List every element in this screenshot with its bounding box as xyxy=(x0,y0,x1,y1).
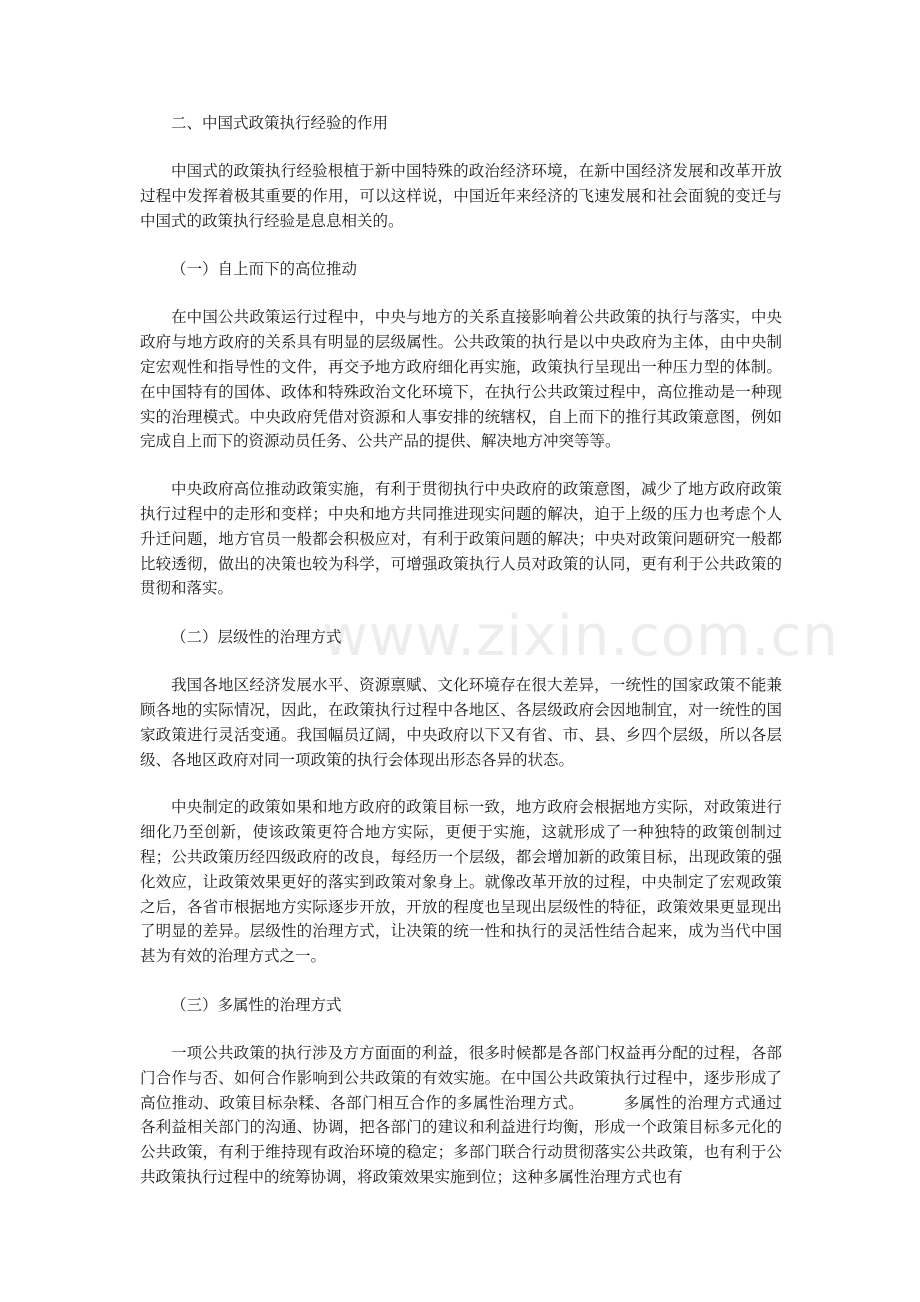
section-hierarchical-governance xyxy=(140,624,782,969)
section-heading: （二）层级性的治理方式 xyxy=(171,628,342,647)
section-top-down-promotion xyxy=(140,256,782,601)
paragraph: 在中国公共政策运行过程中，中央与地方的关系直接影响着公共政策的执行与落实，中央政府与地方政府的关系具有明显的层级属性。公共政策的执行是以中央政府为主体，由中央制定宏观性和指导性的文件，再交予地方政府细化再实施，政策执行呈现出一种压力型的体制。在中国特有的国体、政体和特殊政治文化环境下，在执行公共政策过程中，高位推动是一种现实的治理模式。中央政府凭借对资源和人事安排的统辖权，自上而下的推行其政策意图，例如完成自上而下的资源动员任务、公共产品的提供、解决地方冲突等等。 xyxy=(140,308,782,451)
paragraph: 我国各地区经济发展水平、资源禀赋、文化环境存在很大差异，一统性的国家政策不能兼顾各地的实际情况，因此，在政策执行过程中各地区、各层级政府会因地制宜，对一统性的国家政策进行灵活变通。我国幅员辽阔，中央政府以下又有省、市、县、乡四个层级，所以各层级、各地区政府对同一项政策的执行会体现出形态各异的状态。 xyxy=(140,676,782,769)
section-heading: （三）多属性的治理方式 xyxy=(171,995,342,1014)
paragraph: 中央政府高位推动政策实施，有利于贯彻执行中央政府的政策意图，减少了地方政府政策执行过程中的走形和变样；中央和地方共同推进现实问题的解决，迫于上级的压力也考虑个人升迁问题，地方官员一般都会积极应对，有利于政策问题的解决；中央对政策问题研究一般都比较透彻，做出的决策也较为科学，可增强政策执行人员对政策的认同，更有利于公共政策的贯彻和落实。 xyxy=(140,480,782,598)
paragraph: 中国式的政策执行经验根植于新中国特殊的政治经济环境，在新中国经济发展和改革开放过程中发挥着极其重要的作用，可以这样说，中国近年来经济的飞速发展和社会面貌的变迁与中国式的政策执行经验是息息相关的。 xyxy=(140,162,782,230)
section-heading: 二、中国式政策执行经验的作用 xyxy=(171,114,389,132)
document-body xyxy=(140,110,782,1213)
section-role-of-experience xyxy=(140,110,782,233)
section-heading: （一）自上而下的高位推动 xyxy=(171,260,358,279)
paragraph: 中央制定的政策如果和地方政府的政策目标一致，地方政府会根据地方实际，对政策进行细化乃至创新，使该政策更符合地方实际，更便于实施，这就形成了一种独特的政策创制过程；公共政策历经四级政府的改良，每经历一个层级，都会增加新的政策目标，出现政策的强化效应，让政策效果更好的落实到政策对象身上。就像改革开放的过程，中央制定了宏观政策之后，各省市根据地方实际逐步开放，开放的程度也呈现出层级性的特征，政策效果更显现出了明显的差异。层级性的治理方式，让决策的统一性和执行的灵活性结合起来，成为当代中国甚为有效的治理方式之一。 xyxy=(140,798,782,966)
section-multi-attribute-governance xyxy=(140,992,782,1190)
paragraph: 一项公共政策的执行涉及方方面面的利益，很多时候都是各部门权益再分配的过程，各部门合作与否、如何合作影响到公共政策的有效实施。在中国公共政策执行过程中，逐步形成了高位推动、政策目标杂糅、各部门相互合作的多属性治理方式。 多属性的治理方式通过各利益相关部门的沟通、协调，把各部门的建议和利益进行均衡，形成一个政策目标多元化的公共政策，有利于维持现有政治环境的稳定；多部门联合行动贯彻落实公共政策，也有利于公共政策执行过程中的统筹协调，将政策效果实施到位；这种多属性治理方式也有 xyxy=(140,1043,782,1186)
watermark: www.zixin.com.cn xyxy=(322,604,839,669)
